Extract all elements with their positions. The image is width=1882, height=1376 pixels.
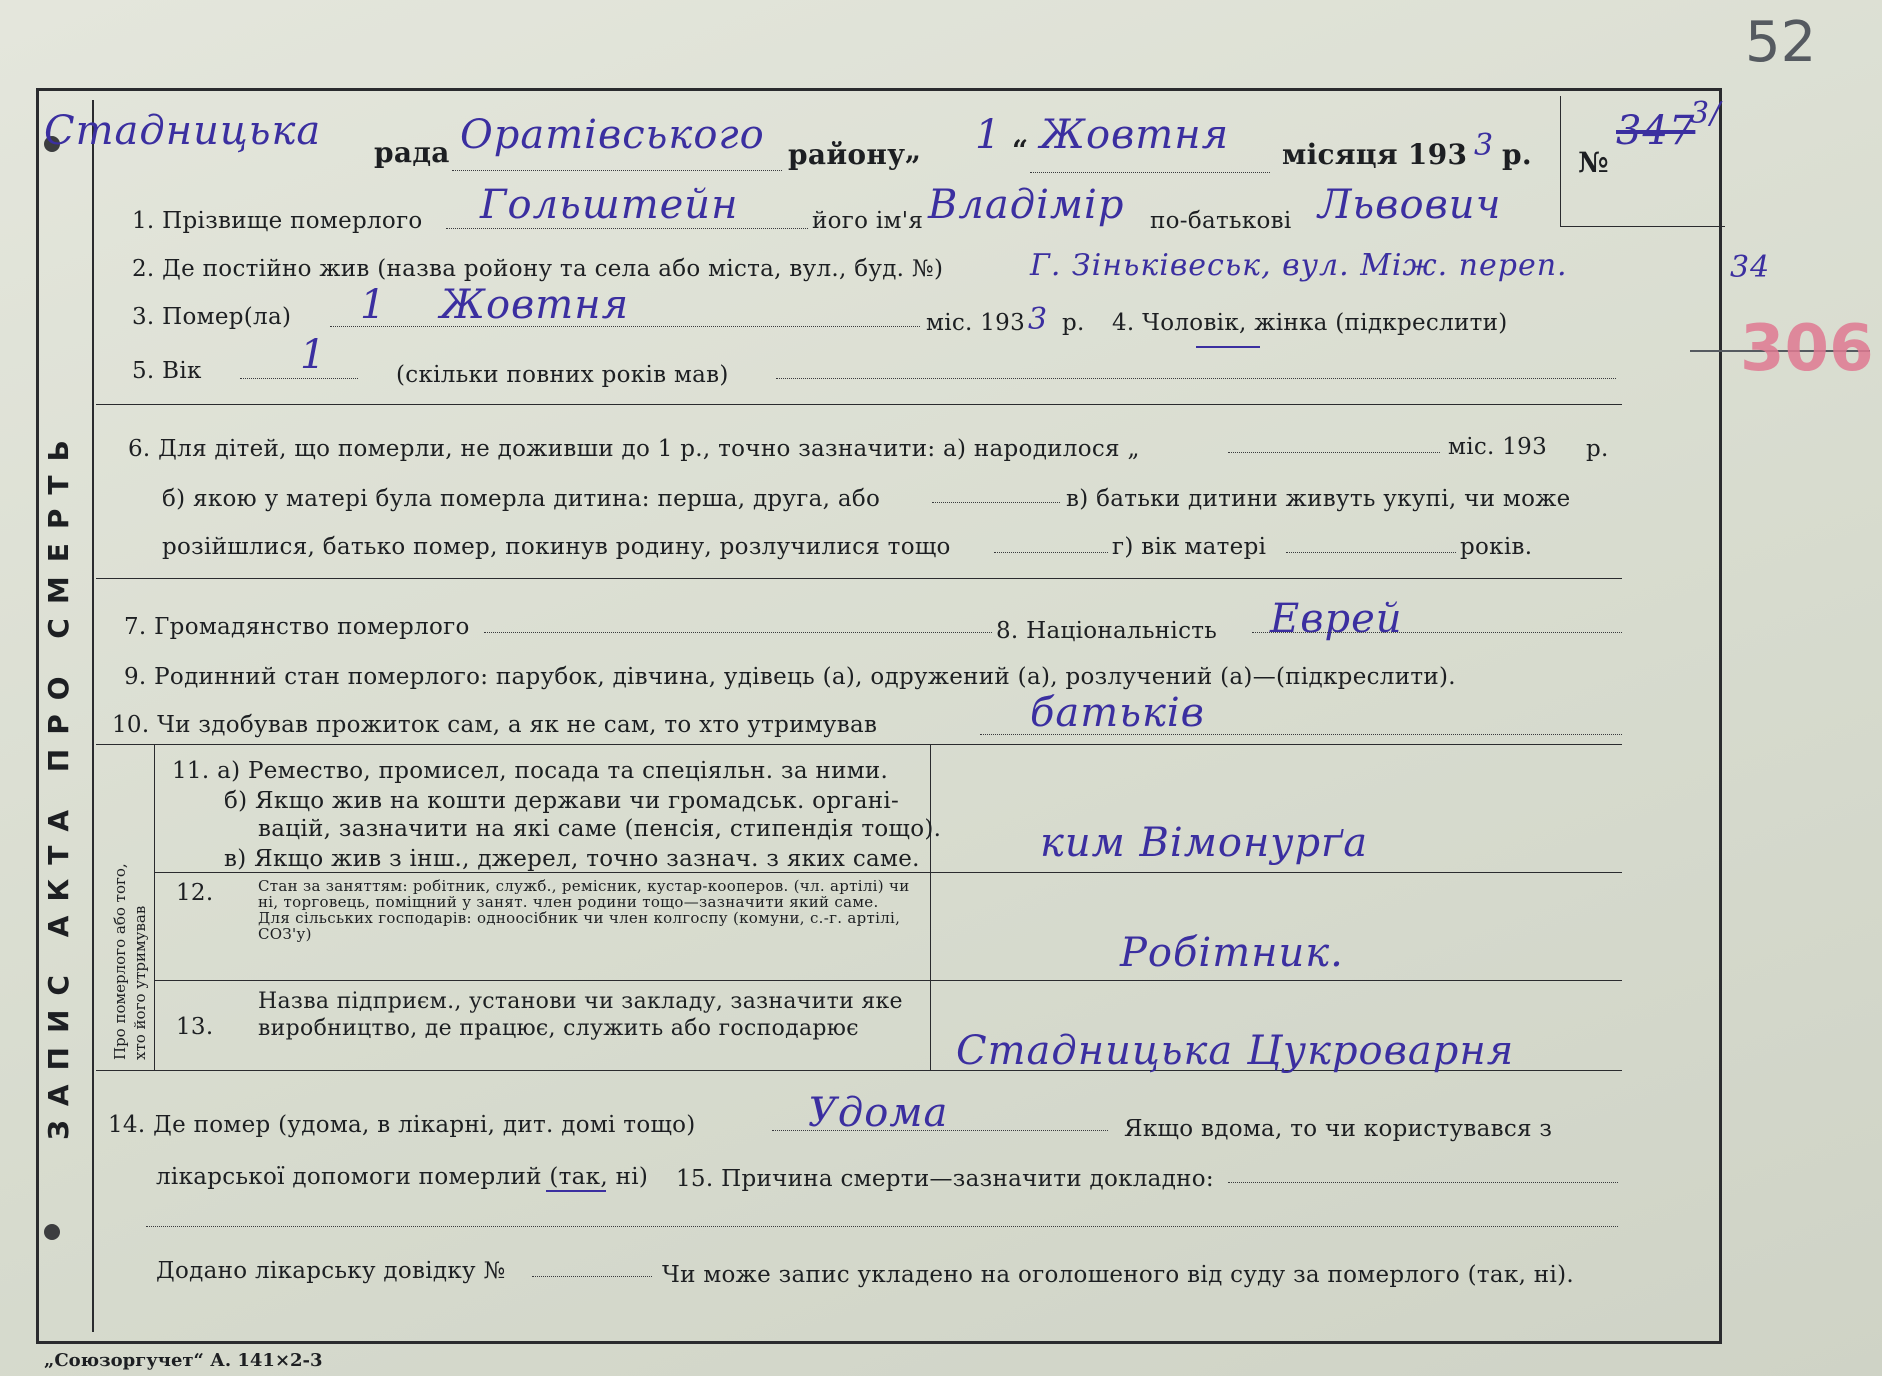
f6-mother-age-line	[1286, 552, 1456, 553]
table-row-12-bottom	[154, 980, 1622, 981]
month-line	[1030, 172, 1270, 173]
f5-line	[240, 378, 358, 379]
f1-surname-handwritten: Гольштейн	[480, 182, 739, 228]
f6-line2a: б) якою у матері була померла дитина: перша, друга, або	[162, 486, 881, 512]
number-handwritten-2: 3/	[1690, 96, 1722, 131]
f14-label: 14. Де помер (удома, в лікарні, дит. домі тощо)	[108, 1112, 696, 1138]
f12-num: 12.	[176, 880, 214, 906]
printer-imprint: „Союзоргучет“ А. 141×2-3	[44, 1350, 323, 1371]
f5-tail-line	[776, 378, 1616, 379]
attached-label: Додано лікарську довідку №	[156, 1258, 506, 1284]
f7-line	[484, 632, 992, 633]
f6-line1-r: р.	[1586, 436, 1609, 462]
attached-tail: Чи може запис укладено на оголошеного від суду за померлого (так, ні).	[662, 1262, 1574, 1288]
f12-handwritten: Робітник.	[1120, 930, 1344, 976]
number-box-bottom	[1560, 226, 1725, 227]
f6-line1: 6. Для дітей, що померли, не доживши до 1 р., точно зазначити: а) народилося „	[128, 436, 1140, 462]
f11-b1: б) Якщо жив на кошти держави чи громадськ. органі-	[224, 788, 900, 814]
f3-month-handwritten: Жовтня	[440, 282, 630, 328]
attached-number-line	[532, 1276, 652, 1277]
f1-label: 1. Прізвище померлого	[132, 208, 423, 234]
f10-line	[980, 734, 1622, 735]
side-subtitle-line2: хто його утримував	[131, 905, 149, 1060]
district-handwritten: Оратівського	[460, 112, 765, 158]
f1-name-handwritten: Владімір	[928, 182, 1125, 228]
month-handwritten: Жовтня	[1040, 112, 1230, 158]
f1-patronymic-handwritten: Львович	[1318, 182, 1502, 228]
f9-label: 9. Родинний стан померлого: парубок, дівчина, удівець (а), одружений (а), розлучений (а)—(підкреслити).	[124, 664, 1456, 690]
punch-hole-bottom	[44, 1224, 60, 1240]
year-digit-handwritten: 3	[1474, 128, 1495, 163]
f5-label: 5. Вік	[132, 358, 202, 384]
side-subtitle	[110, 863, 150, 1060]
number-box-left	[1560, 96, 1561, 226]
f4-underline	[1196, 346, 1260, 348]
f11-b2: вацій, зазначити на які саме (пенсія, стипендія тощо).	[258, 816, 942, 842]
f6-line1-mis: міс. 193	[1448, 434, 1548, 460]
rayonu-label: району	[788, 138, 906, 171]
f11-handwritten: ким Вімонурґа	[1040, 820, 1369, 866]
f1-patronymic-label: по-батькові	[1150, 208, 1292, 234]
day-handwritten: 1	[975, 112, 1002, 158]
f11-c: в) Якщо жив з інш., джерел, точно зазнач. з яких саме.	[224, 846, 920, 872]
red-crayon-mark: 306	[1740, 312, 1874, 386]
section-divider-2	[96, 578, 1622, 579]
f3-line	[330, 326, 920, 327]
f5-age-handwritten: 1	[300, 332, 327, 378]
f14-line2: лікарської допомоги померлий (так, ні)	[156, 1164, 649, 1190]
f6-order-line	[932, 502, 1060, 503]
f14-tail: Якщо вдома, то чи користувався з	[1124, 1116, 1553, 1142]
section-divider-1	[96, 404, 1622, 405]
f11-a: 11. а) Ремество, промисел, посада та спеціяльн. за ними.	[172, 758, 889, 784]
rada-label: рада	[374, 136, 450, 169]
f2-margin-handwritten: 34	[1730, 250, 1771, 285]
village-handwritten: Стадницька	[44, 108, 322, 154]
f13-text: Назва підприєм., установи чи закладу, зазначити яке виробництво, де працює, служить або господарює	[258, 989, 903, 1041]
f13-num: 13.	[176, 1014, 214, 1040]
f10-handwritten: батьків	[1030, 690, 1205, 736]
f14-line	[772, 1130, 1108, 1131]
year-suffix: р.	[1502, 138, 1532, 171]
f12-text: Стан за заняттям: робітник, служб., ремісник, кустар-кооперов. (чл. артілі) чи ні, торговець, поміщний у занят. член родини тощо—зазначити який саме. Для сільських господарів: одноосібник чи член колгоспу (комуни, с.-г. артілі, СОЗ'у)	[258, 877, 910, 943]
f6-line3a: розійшлися, батько помер, покинув родину, розлучилися тощо	[162, 534, 951, 560]
table-mid-rule	[930, 744, 931, 1070]
f3-day-handwritten: 1	[360, 282, 387, 328]
f6-line2b: в) батьки дитини живуть укупі, чи може	[1066, 486, 1571, 512]
f6-parents-line	[994, 552, 1108, 553]
f3-label: 3. Помер(ла)	[132, 304, 292, 330]
f3-year-handwritten: 3	[1028, 302, 1049, 337]
f6-line3b: г) вік матері	[1112, 534, 1267, 560]
f15-line2	[146, 1226, 1618, 1227]
table-subtitle-rule	[154, 744, 155, 1070]
f4-label: 4. Чоловік, жінка (підкреслити)	[1112, 310, 1508, 336]
f14-handwritten: Удома	[808, 1090, 949, 1136]
f15-label: 15. Причина смерти—зазначити докладно:	[676, 1166, 1214, 1192]
side-subtitle-line1: Про померлого або того,	[111, 863, 129, 1060]
quote-open: „	[905, 134, 922, 167]
f2-label: 2. Де постійно жив (назва ройону та села або міста, вул., буд. №)	[132, 256, 944, 282]
number-handwritten: 347	[1616, 108, 1696, 154]
f8-label: 8. Національність	[996, 618, 1218, 644]
pencil-page-number: 52	[1745, 10, 1817, 75]
f7-label: 7. Громадянство померлого	[124, 614, 470, 640]
f1-surname-line	[446, 228, 808, 229]
f6-line3c: років.	[1460, 534, 1533, 560]
f2-handwritten: Г. Зіньківеськ, вул. Між. переп.	[1030, 248, 1568, 283]
f13-handwritten: Стадницька Цукроварня	[956, 1028, 1515, 1074]
f14-tak-underline	[546, 1190, 606, 1192]
f3-r: р.	[1062, 310, 1085, 336]
table-row-11-bottom	[154, 872, 1622, 873]
f5-hint: (скільки повних років мав)	[396, 362, 729, 388]
f15-line1	[1228, 1182, 1618, 1183]
f10-label: 10. Чи здобував прожиток сам, а як не сам, то хто утримував	[112, 712, 878, 738]
f3-mis-label: міс. 193	[926, 310, 1026, 336]
f8-line	[1252, 632, 1622, 633]
f1-name-label: його ім'я	[812, 208, 924, 234]
f6-born-line	[1228, 452, 1440, 453]
side-title: ЗАПИС АКТА ПРО СМЕРТЬ	[42, 426, 75, 1140]
number-label: №	[1578, 146, 1609, 179]
f8-handwritten: Еврей	[1270, 596, 1403, 642]
quote-close: “	[1012, 134, 1029, 167]
misyatsya-label: місяця 193	[1282, 138, 1468, 171]
table-top	[96, 744, 1622, 745]
district-line	[452, 170, 782, 171]
